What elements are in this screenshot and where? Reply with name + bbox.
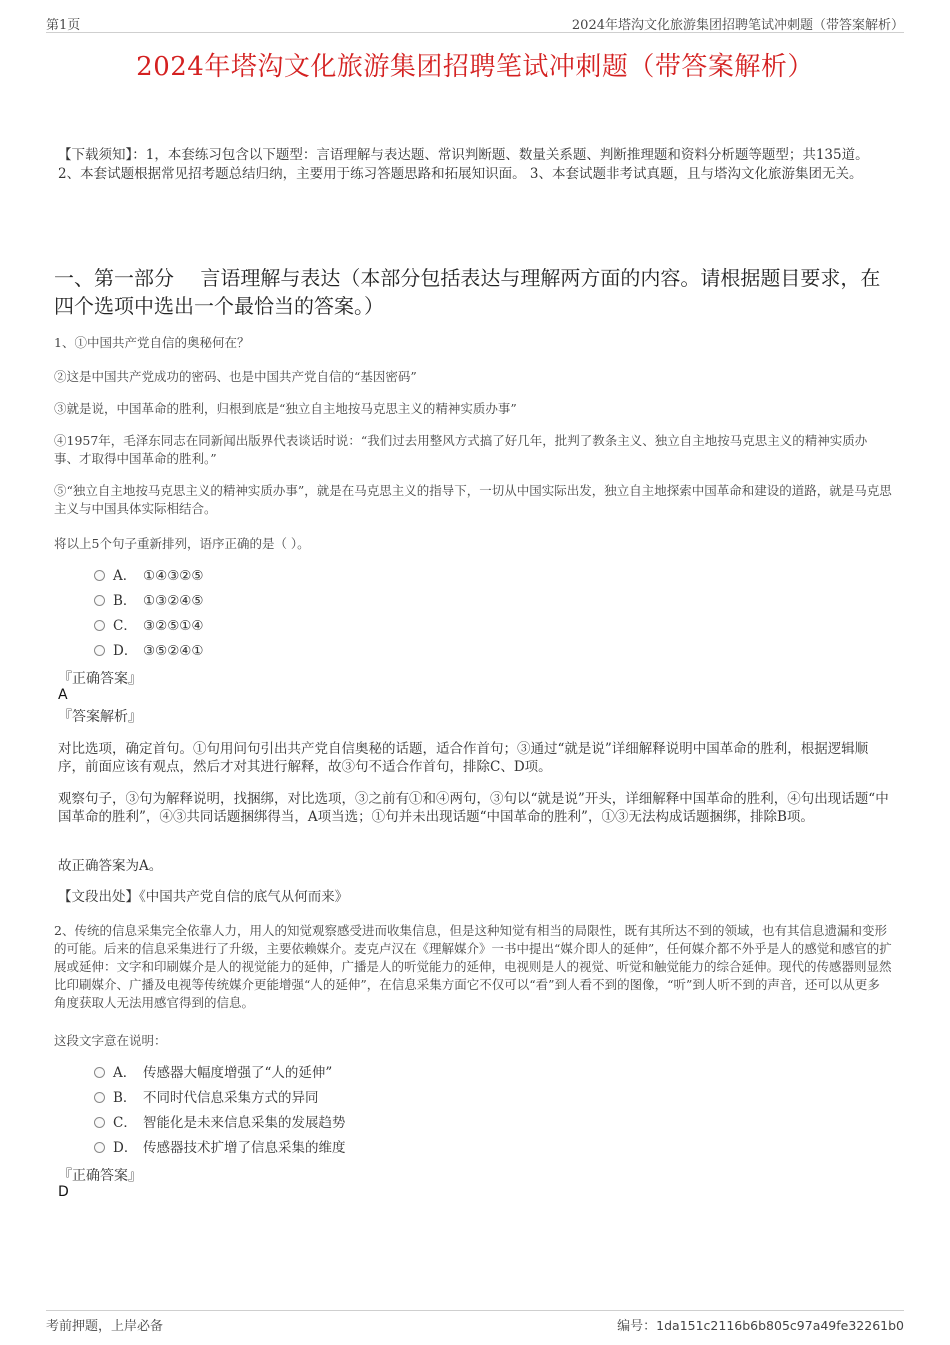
page-footer [46,1310,904,1333]
page-number: 第1页 [46,18,81,33]
q2-option-a[interactable]: A． 传感器大幅度增强了“人的延伸” [94,1063,332,1083]
q1-line-3: ③就是说，中国革命的胜利，归根到底是“独立自主地按马克思主义的精神实质办事” [54,401,517,416]
q1-option-a[interactable]: A． ①④③②⑤ [94,566,204,586]
radio-icon[interactable] [94,570,105,581]
q1-source: 【文段出处】《中国共产党自信的底气从何而来》 [58,889,349,905]
q1-line-5: ⑤“独立自主地按马克思主义的精神实质办事”，就是在马克思主义的指导下，一切从中国实际出发，独立自主地探索中国革命和建设的道路，就是马克思主义与中国具体实际相结合。 [54,483,892,516]
q1-line-4: ④1957年，毛泽东同志在同新闻出版界代表谈话时说：“我们过去用整风方式搞了好几年，批判了教条主义、独立自主地按马克思主义的精神实质办事、才取得中国革命的胜利。” [54,433,868,466]
q1-option-c[interactable]: C． ③②⑤①④ [94,616,204,636]
q1-line-1: 1、①中国共产党自信的奥秘何在？ [54,335,250,350]
q1-prompt: 将以上5个句子重新排列，语序正确的是（ ）。 [54,536,310,551]
radio-icon[interactable] [94,645,105,656]
q2-option-b[interactable]: B． 不同时代信息采集方式的异同 [94,1088,319,1108]
q2-option-d[interactable]: D． 传感器技术扩增了信息采集的维度 [94,1138,346,1158]
q2-option-c[interactable]: C． 智能化是未来信息采集的发展趋势 [94,1113,346,1133]
q1-analysis-1: 对比选项，确定首句。①句用问句引出共产党自信奥秘的话题，适合作首句；③通过“就是说”详细解释说明中国革命的胜利，根据逻辑顺序，前面应该有观点，然后才对其进行解释，故③句不适合作首句，排除C、D项。 [58,741,869,775]
page-header [46,12,904,33]
q2-answer: D [58,1184,69,1200]
q1-analysis-3: 故正确答案为A。 [58,858,163,874]
download-notice: 【下载须知】：1，本套练习包含以下题型：言语理解与表达题、常识判断题、数量关系题、判断推理题和资料分析题等题型；共135道。 2、本套试题根据常见招考题总结归纳，主要用于练习答题思路和拓展知识面。 3、本套试题非考试真题，且与塔沟文化旅游集团无关。 [58,147,869,182]
q1-answer: A [58,687,68,703]
q1-answer-label: 『正确答案』 [58,671,142,687]
radio-icon[interactable] [94,595,105,606]
header-doc-title: 2024年塔沟文化旅游集团招聘笔试冲刺题（带答案解析） [571,18,904,33]
section-heading: 一、第一部分 言语理解与表达（本部分包括表达与理解两方面的内容。请根据题目要求，在四个选项中选出一个最恰当的答案。） [54,266,881,318]
radio-icon[interactable] [94,1092,105,1103]
q1-line-2: ②这是中国共产党成功的密码、也是中国共产党自信的“基因密码” [54,369,417,384]
footer-slogan: 考前押题，上岸必备 [46,1319,164,1334]
document-title: 2024年塔沟文化旅游集团招聘笔试冲刺题（带答案解析） [136,52,814,82]
q1-analysis-label: 『答案解析』 [58,709,142,725]
radio-icon[interactable] [94,1142,105,1153]
q1-option-b[interactable]: B． ①③②④⑤ [94,591,204,611]
q2-passage: 2、传统的信息采集完全依靠人力，用人的知觉观察感受进而收集信息，但是这种知觉有相当的局限性，既有其所达不到的领域，也有其信息遗漏和变形的可能。后来的信息采集进行了升级，主要依赖媒介。麦克卢汉在《理解媒介》一书中提出“媒介即人的延伸”，任何媒介都不外乎是人的感觉和感官的扩展或延伸：文字和印刷媒介是人的视觉能力的延伸，广播是人的听觉能力的延伸，电视则是人的视觉、听觉和触觉能力的综合延伸。现代的传感器则显然比印刷媒介、广播及电视等传统媒介更能增强“人的延伸”，在信息采集方面它不仅可以“看”到人看不到的图像，“听”到人听不到的声音，还可以从更多角度获取人无法用感官得到的信息。 [54,923,892,1010]
footer-code: 编号：1da151c2116b6b805c97a49fe32261b0 [617,1318,904,1334]
q2-answer-label: 『正确答案』 [58,1168,142,1184]
q1-analysis-2: 观察句子，③句为解释说明，找捆绑，对比选项，③之前有①和④两句，③句以“就是说”开头，详细解释中国革命的胜利，④句出现话题“中国革命的胜利”，④③共同话题捆绑得当，A项当选；①句并未出现话题“中国革命的胜利”，①③无法构成话题捆绑，排除B项。 [58,791,889,825]
radio-icon[interactable] [94,620,105,631]
radio-icon[interactable] [94,1067,105,1078]
q2-question: 这段文字意在说明： [54,1033,167,1048]
radio-icon[interactable] [94,1117,105,1128]
q1-option-d[interactable]: D． ③⑤②④① [94,641,204,661]
